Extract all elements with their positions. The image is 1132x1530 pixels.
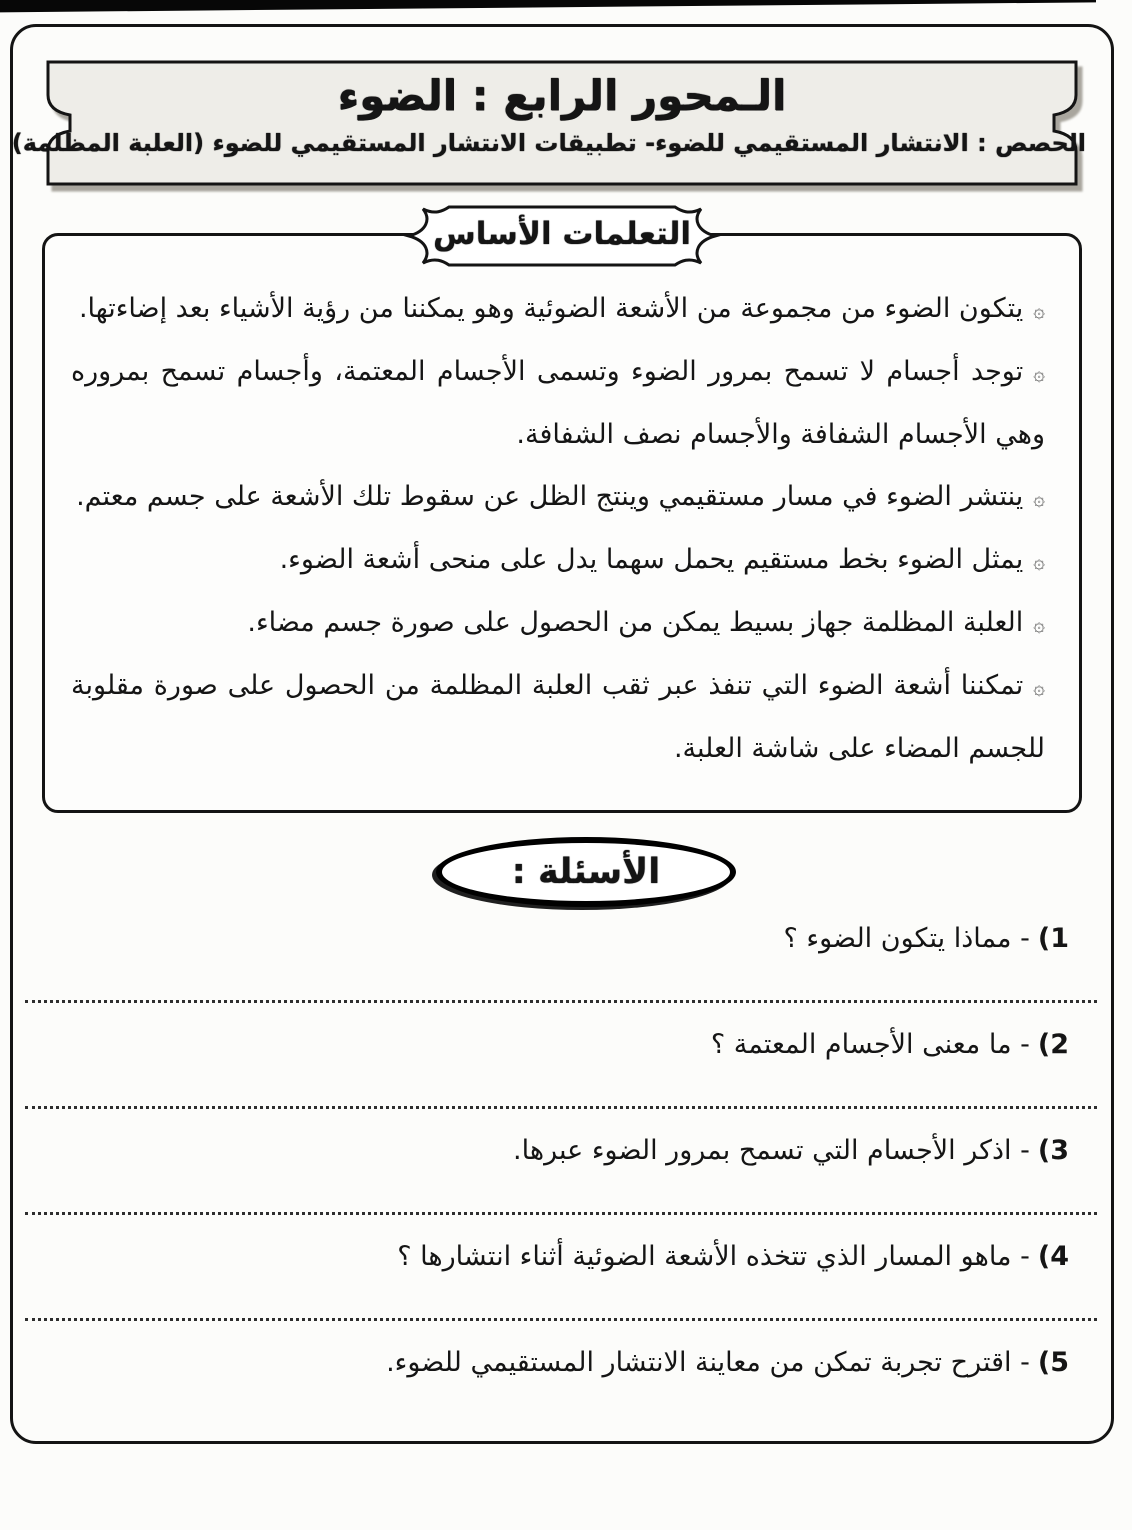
question-text [37,1135,1069,1166]
learning-bullet-text: تمكننا أشعة الضوء التي تنفذ عبر ثقب العلبة المظلمة من الحصول على صورة مقلوبة للجسم المضاء على شاشة العلبة. [71,670,1045,764]
rosette-bullet-icon: ۞ [1033,361,1045,385]
rosette-bullet-icon: ۞ [1033,612,1045,636]
question-text [37,1241,1069,1272]
rosette-bullet-icon: ۞ [1033,486,1045,510]
question-text [37,923,1069,954]
learning-bullet [71,278,1045,341]
learnings-banner [397,203,727,269]
learning-bullet [71,341,1045,466]
lessons-subtitle: الحصص : الانتشار المستقيمي للضوء- تطبيقات الانتشار المستقيمي للضوء (العلبة المظلمة) [11,129,1086,157]
question-body: - اذكر الأجسام التي تسمح بمرور الضوء عبرها. [513,1135,1030,1166]
questions-badge: الأسئلة : [436,837,736,907]
learning-bullet [71,592,1045,655]
chapter-title: الـمحور الرابع : الضوء [337,71,787,120]
question-number: 4) [1037,1241,1069,1272]
scan-artifact-bar [0,0,1096,13]
answer-dotted-line [25,1000,1097,1003]
rosette-bullet-icon: ۞ [1033,298,1045,322]
question-text [37,1029,1069,1060]
question-body: - اقترح تجربة تمكن من معاينة الانتشار المستقيمي للضوء. [386,1347,1030,1378]
learning-bullet [71,529,1045,592]
question-body: - ماهو المسار الذي تتخذه الأشعة الضوئية أثناء انتشارها ؟ [397,1241,1030,1272]
answer-dotted-line [25,1212,1097,1215]
answer-dotted-line [25,1106,1097,1109]
header-plaque [11,57,1086,189]
question-body: - ما معنى الأجسام المعتمة ؟ [710,1029,1030,1060]
rosette-bullet-icon: ۞ [1033,549,1045,573]
learning-bullet-text: العلبة المظلمة جهاز بسيط يمكن من الحصول على صورة جسم مضاء. [247,607,1024,638]
learning-bullet-text: يمثل الضوء بخط مستقيم يحمل سهما يدل على منحى أشعة الضوء. [279,544,1024,575]
learnings-banner-title: التعلمات الأساس [432,216,692,252]
answer-dotted-line [25,1318,1097,1321]
question-text [37,1347,1069,1378]
learnings-box [42,216,1082,813]
question-number: 3) [1037,1135,1069,1166]
question-number: 5) [1037,1347,1069,1378]
rosette-bullet-icon: ۞ [1033,675,1045,699]
learning-bullet-text: توجد أجسام لا تسمح بمرور الضوء وتسمى الأجسام المعتمة، وأجسام تسمح بمروره وهي الأجسام الشفافة والأجسام نصف الشفافة. [71,356,1045,450]
learning-bullet [71,466,1045,529]
questions-section [13,907,1111,1378]
question-number: 1) [1037,923,1069,954]
question-body: - مماذا يتكون الضوء ؟ [783,923,1030,954]
learning-bullet-text: يتكون الضوء من مجموعة من الأشعة الضوئية وهو يمكننا من رؤية الأشياء بعد إضاءتها. [78,293,1024,324]
learning-bullet [71,655,1045,780]
page-border [10,24,1114,1444]
question-number: 2) [1037,1029,1069,1060]
learning-bullet-text: ينتشر الضوء في مسار مستقيمي وينتج الظل عن سقوط تلك الأشعة على جسم معتم. [76,481,1024,512]
